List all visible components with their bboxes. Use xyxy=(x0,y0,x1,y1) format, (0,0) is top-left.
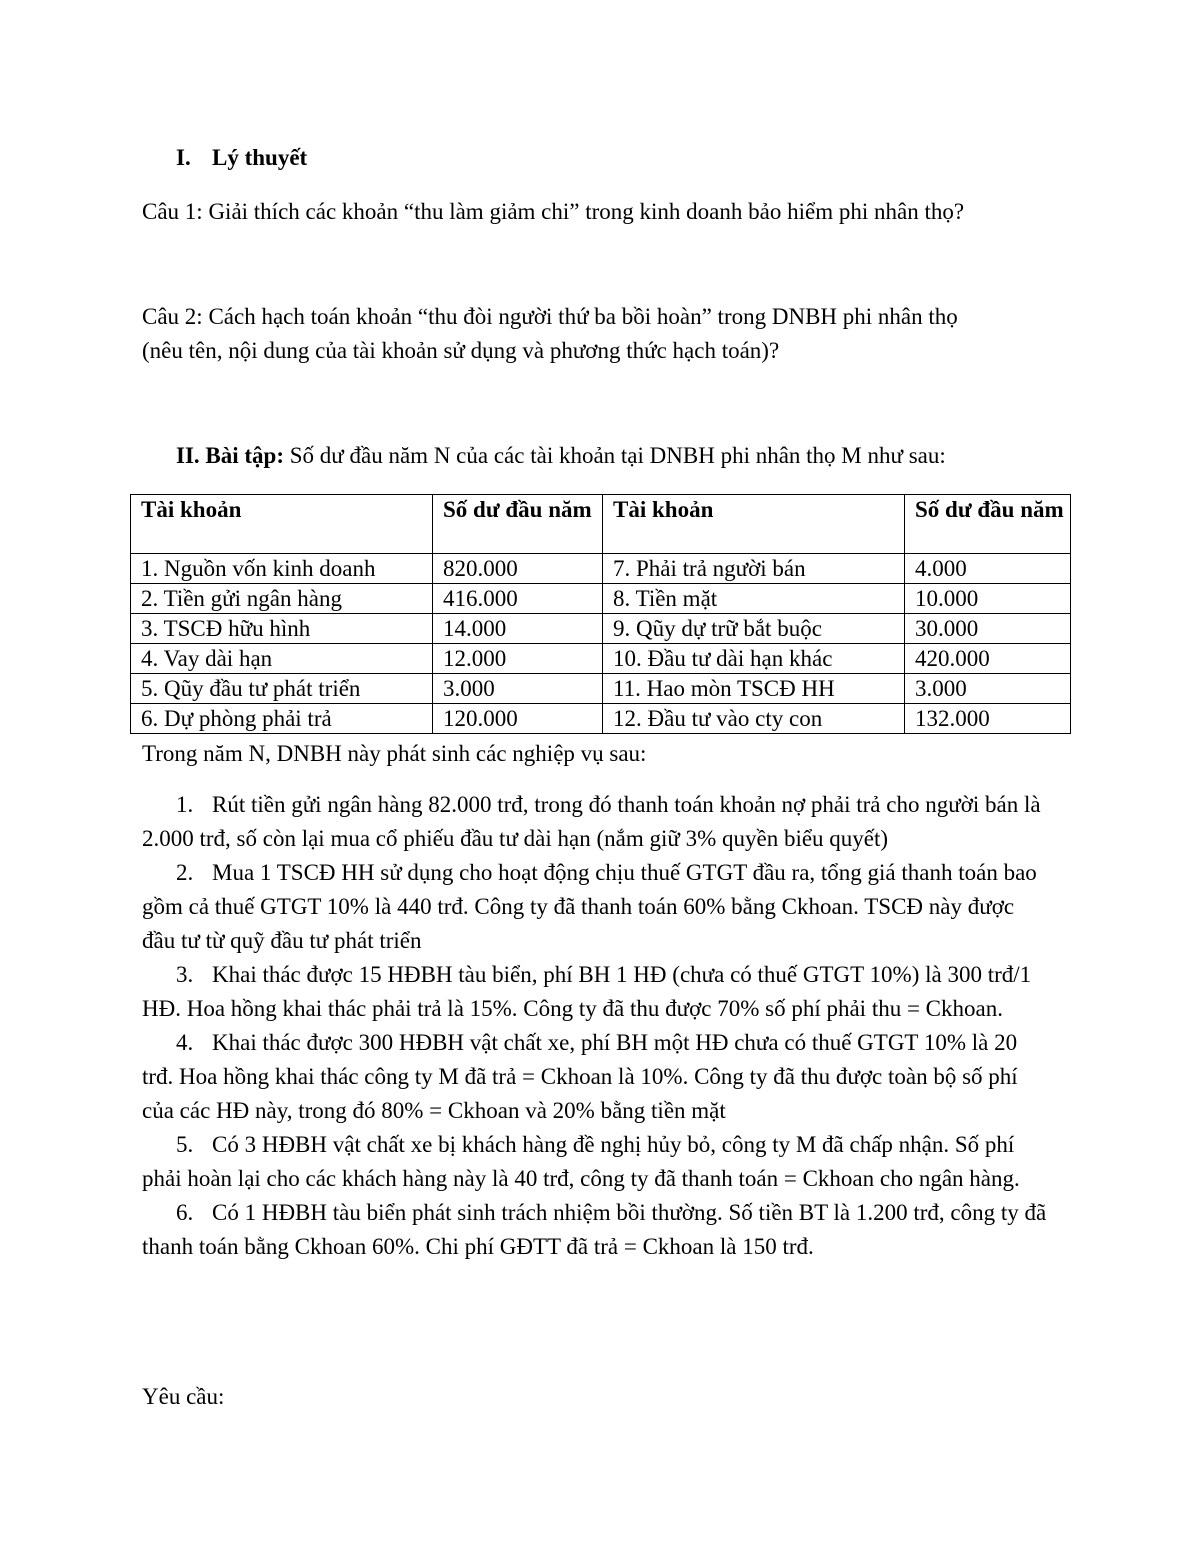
operation-text: Khai thác được 15 HĐBH tàu biển, phí BH 1 HĐ (chưa có thuế GTGT 10%) là 300 trđ/1 HĐ. Hoa hồng khai thác phải trả là 15%. Công ty đã thu được 70% số phí phải thu = Ckhoan. xyxy=(142,962,1032,1021)
table-row xyxy=(131,704,1071,734)
table-cell: 14.000 xyxy=(433,614,603,644)
table-row xyxy=(131,644,1071,674)
table-cell: 3. TSCĐ hữu hình xyxy=(131,614,433,644)
operation-number: 6. xyxy=(176,1200,194,1225)
table-cell: 10.000 xyxy=(905,584,1071,614)
operation-text: Rút tiền gửi ngân hàng 82.000 trđ, trong đó thanh toán khoản nợ phải trả cho người bán là 2.000 trđ, số còn lại mua cổ phiếu đầu tư dài hạn (nắm giữ 3% quyền biểu quyết) xyxy=(142,792,1041,851)
table-cell: 3.000 xyxy=(433,674,603,704)
requirement-heading: Yêu cầu: xyxy=(142,1384,225,1409)
question-2-line-1: Câu 2: Cách hạch toán khoản “thu đòi người thứ ba bồi hoàn” trong DNBH phi nhân thọ xyxy=(142,304,958,329)
opening-balance-table xyxy=(130,494,1071,734)
operation-item xyxy=(142,1196,1052,1264)
table-header-row xyxy=(131,495,1071,554)
table-cell: 416.000 xyxy=(433,584,603,614)
table-cell: 120.000 xyxy=(433,704,603,734)
operation-number: 1. xyxy=(176,792,194,817)
section-2-label: II. Bài tập: xyxy=(176,443,284,468)
operation-number: 4. xyxy=(176,1030,194,1055)
table-cell: 132.000 xyxy=(905,704,1071,734)
operation-text: Có 3 HĐBH vật chất xe bị khách hàng đề nghị hủy bỏ, công ty M đã chấp nhận. Số phí phải hoàn lại cho các khách hàng này là 40 trđ, công ty đã thanh toán = Ckhoan cho ngân hàng. xyxy=(142,1132,1020,1191)
operation-item xyxy=(142,856,1052,958)
table-cell: 1. Nguồn vốn kinh doanh xyxy=(131,554,433,584)
table-row xyxy=(131,584,1071,614)
operation-number: 3. xyxy=(176,962,194,987)
section-2-text: Số dư đầu năm N của các tài khoản tại DNBH phi nhân thọ M như sau: xyxy=(284,443,946,468)
table-cell: 11. Hao mòn TSCĐ HH xyxy=(603,674,905,704)
table-row xyxy=(131,614,1071,644)
table-header-balance: Số dư đầu năm xyxy=(905,495,1071,554)
table-cell: 12.000 xyxy=(433,644,603,674)
table-cell: 30.000 xyxy=(905,614,1071,644)
table-row xyxy=(131,674,1071,704)
operation-text: Khai thác được 300 HĐBH vật chất xe, phí BH một HĐ chưa có thuế GTGT 10% là 20 trđ. Hoa hồng khai thác công ty M đã trả = Ckhoan là 10%. Công ty đã thu được toàn bộ số phí của các HĐ này, trong đó 80% = Ckhoan và 20% bằng tiền mặt xyxy=(142,1030,1018,1123)
operation-item xyxy=(142,1026,1052,1128)
section-1-number: I. xyxy=(176,145,191,170)
question-1: Câu 1: Giải thích các khoản “thu làm giảm chi” trong kinh doanh bảo hiểm phi nhân thọ? xyxy=(142,199,965,224)
operation-number: 2. xyxy=(176,860,194,885)
operation-text: Mua 1 TSCĐ HH sử dụng cho hoạt động chịu thuế GTGT đầu ra, tổng giá thanh toán bao gồm cả thuế GTGT 10% là 440 trđ. Công ty đã thanh toán 60% bằng Ckhoan. TSCĐ này được đầu tư từ quỹ đầu tư phát triển xyxy=(142,860,1037,953)
table-cell: 4.000 xyxy=(905,554,1071,584)
table-cell: 820.000 xyxy=(433,554,603,584)
table-cell: 5. Qũy đầu tư phát triển xyxy=(131,674,433,704)
table-cell: 10. Đầu tư dài hạn khác xyxy=(603,644,905,674)
table-cell: 3.000 xyxy=(905,674,1071,704)
table-header-account: Tài khoản xyxy=(603,495,905,554)
section-1-title: Lý thuyết xyxy=(212,145,308,170)
section-2-heading xyxy=(176,439,946,473)
table-cell: 7. Phải trả người bán xyxy=(603,554,905,584)
operation-number: 5. xyxy=(176,1132,194,1157)
table-row xyxy=(131,554,1071,584)
question-2-line-2: (nêu tên, nội dung của tài khoản sử dụng và phương thức hạch toán)? xyxy=(142,338,780,363)
operation-text: Có 1 HĐBH tàu biển phát sinh trách nhiệm bồi thường. Số tiền BT là 1.200 trđ, công ty đã thanh toán bằng Ckhoan 60%. Chi phí GĐTT đã trả = Ckhoan là 150 trđ. xyxy=(142,1200,1047,1259)
table-cell: 6. Dự phòng phải trả xyxy=(131,704,433,734)
table-cell: 420.000 xyxy=(905,644,1071,674)
operation-item xyxy=(142,1128,1052,1196)
table-header-account: Tài khoản xyxy=(131,495,433,554)
table-header-balance: Số dư đầu năm xyxy=(433,495,603,554)
operation-item xyxy=(142,788,1052,856)
table-cell: 9. Qũy dự trữ bắt buộc xyxy=(603,614,905,644)
table-cell: 4. Vay dài hạn xyxy=(131,644,433,674)
operations-list xyxy=(142,788,1052,1264)
table-cell: 2. Tiền gửi ngân hàng xyxy=(131,584,433,614)
table-cell: 12. Đầu tư vào cty con xyxy=(603,704,905,734)
operation-item xyxy=(142,958,1052,1026)
section-1-heading xyxy=(176,141,307,175)
table-cell: 8. Tiền mặt xyxy=(603,584,905,614)
operations-intro: Trong năm N, DNBH này phát sinh các nghiệp vụ sau: xyxy=(142,741,647,766)
